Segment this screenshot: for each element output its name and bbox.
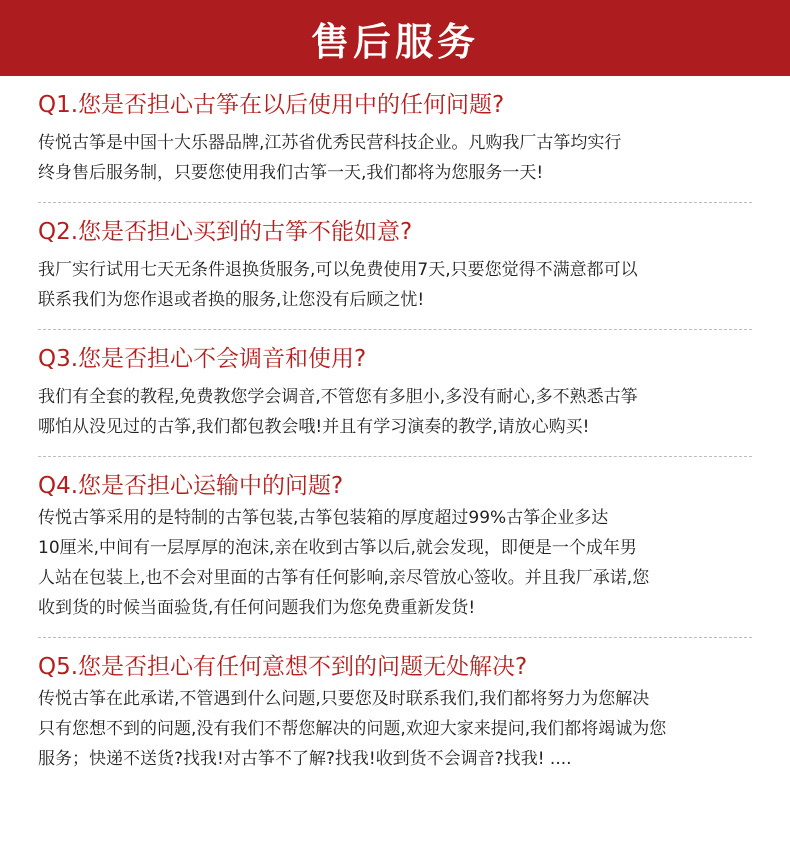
answer-line: 传悦古筝是中国十大乐器品牌,江苏省优秀民营科技企业。凡购我厂古筝均实行	[38, 133, 622, 153]
answer-line: 我厂实行试用七天无条件退换货服务,可以免费使用7天,只要您觉得不满意都可以	[38, 260, 638, 280]
faq-item-1	[0, 76, 790, 188]
faq-item-3	[0, 330, 790, 442]
answer-line: 哪怕从没见过的古筝,我们都包教会哦!并且有学习演奏的教学,请放心购买!	[38, 417, 590, 437]
answer-line: 只有您想不到的问题,没有我们不帮您解决的问题,欢迎大家来提问,我们都将竭诚为您	[38, 719, 667, 739]
answer-line: 我们有全套的教程,免费教您学会调音,不管您有多胆小,多没有耐心,多不熟悉古筝	[38, 387, 638, 407]
faq-question-1: Q1.您是否担心古筝在以后使用中的任何问题?	[38, 92, 505, 118]
answer-line: 人站在包装上,也不会对里面的古筝有任何影响,亲尽管放心签收。并且我厂承诺,您	[38, 568, 650, 588]
faq-question-3: Q3.您是否担心不会调音和使用?	[38, 346, 367, 372]
answer-line: 终身售后服务制，只要您使用我们古筝一天,我们都将为您服务一天!	[38, 163, 544, 183]
answer-line: 服务；快递不送货?找我!对古筝不了解?找我!收到货不会调音?找我! ....	[38, 749, 572, 769]
faq-item-5	[0, 638, 790, 774]
faq-question-2: Q2.您是否担心买到的古筝不能如意?	[38, 219, 413, 245]
faq-answer-2	[38, 255, 752, 315]
answer-line: 传悦古筝采用的是特制的古筝包装,古筝包装箱的厚度超过99%古筝企业多达	[38, 508, 609, 528]
header-banner	[0, 0, 790, 76]
page-title: 售后服务	[310, 19, 479, 64]
faq-answer-5	[38, 684, 752, 774]
faq-answer-1	[38, 128, 752, 188]
answer-line: 10厘米,中间有一层厚厚的泡沫,亲在收到古筝以后,就会发现，即便是一个成年男	[38, 538, 637, 558]
answer-line: 联系我们为您作退或者换的服务,让您没有后顾之忧!	[38, 290, 425, 310]
answer-line: 收到货的时候当面验货,有任何问题我们为您免费重新发货!	[38, 598, 476, 618]
answer-line: 传悦古筝在此承诺,不管遇到什么问题,只要您及时联系我们,我们都将努力为您解决	[38, 689, 650, 709]
faq-answer-3	[38, 382, 752, 442]
faq-question-5: Q5.您是否担心有任何意想不到的问题无处解决?	[38, 654, 528, 680]
faq-item-4	[0, 457, 790, 623]
faq-answer-4	[38, 503, 752, 623]
faq-item-2	[0, 203, 790, 315]
faq-question-4: Q4.您是否担心运输中的问题?	[38, 473, 344, 499]
